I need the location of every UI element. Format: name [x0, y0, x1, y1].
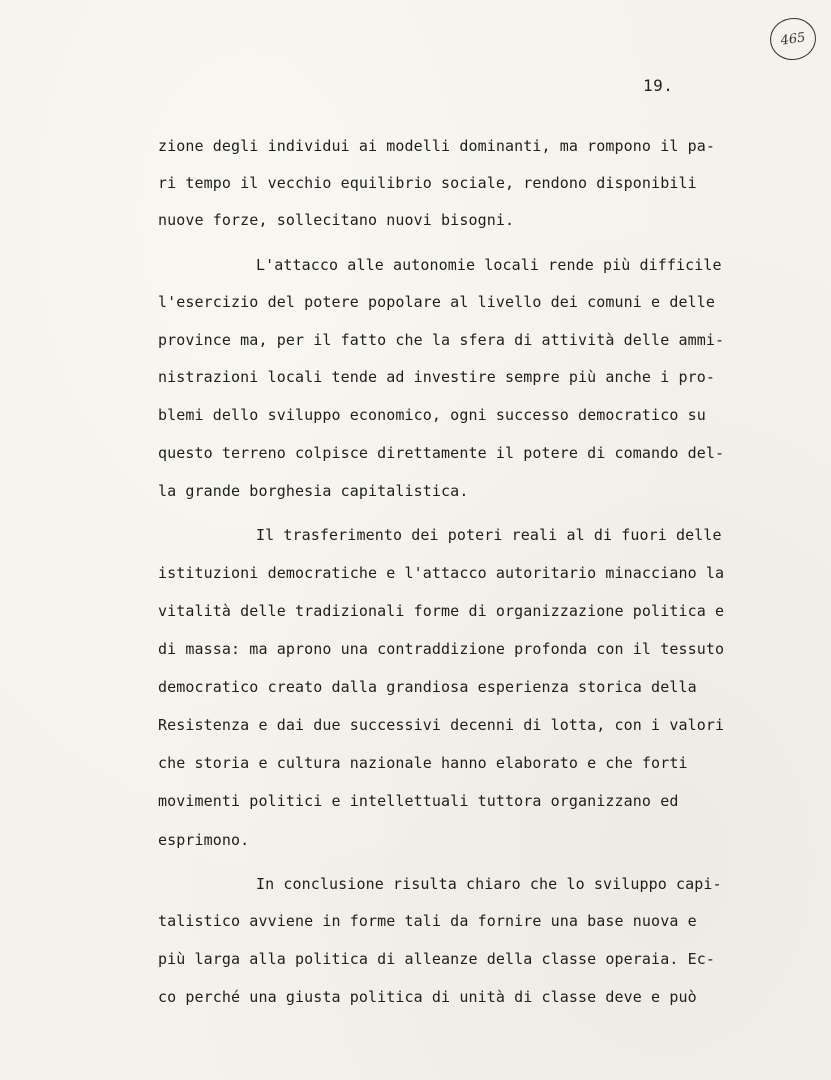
text-line: talistico avviene in forme tali da fornire una base nuova e — [158, 912, 697, 930]
text-line: province ma, per il fatto che la sfera di attività delle ammi- — [158, 331, 725, 349]
text-line: l'esercizio del potere popolare al livello dei comuni e delle — [158, 293, 715, 311]
paragraph-start-line: Il trasferimento dei poteri reali al di fuori delle — [256, 526, 722, 544]
text-line: che storia e cultura nazionale hanno elaborato e che forti — [158, 754, 688, 772]
text-line: blemi dello sviluppo economico, ogni successo democratico su — [158, 406, 706, 424]
text-line: zione degli individui ai modelli dominanti, ma rompono il pa- — [158, 137, 715, 155]
text-line: di massa: ma aprono una contraddizione profonda con il tessuto — [158, 640, 725, 658]
text-line: questo terreno colpisce direttamente il potere di comando del- — [158, 444, 725, 462]
archive-stamp — [767, 15, 818, 63]
text-line: esprimono. — [158, 831, 250, 849]
text-line: nuove forze, sollecitano nuovi bisogni. — [158, 211, 515, 229]
text-line: ri tempo il vecchio equilibrio sociale, rendono disponibili — [158, 174, 697, 192]
page-number: 19. — [643, 76, 674, 95]
text-line: movimenti politici e intellettuali tuttora organizzano ed — [158, 792, 679, 810]
archive-stamp-label: 465 — [779, 29, 807, 49]
text-line: Resistenza e dai due successivi decenni di lotta, con i valori — [158, 716, 725, 734]
text-line: co perché una giusta politica di unità di classe deve e può — [158, 988, 697, 1006]
text-line: nistrazioni locali tende ad investire sempre più anche i pro- — [158, 368, 715, 386]
paragraph-start-line: In conclusione risulta chiaro che lo sviluppo capi- — [256, 875, 722, 893]
text-line: la grande borghesia capitalistica. — [158, 482, 469, 500]
text-line: vitalità delle tradizionali forme di organizzazione politica e — [158, 602, 725, 620]
text-line: più larga alla politica di alleanze della classe operaia. Ec- — [158, 950, 715, 968]
text-line: democratico creato dalla grandiosa esperienza storica della — [158, 678, 697, 696]
paragraph-start-line: L'attacco alle autonomie locali rende più difficile — [256, 256, 722, 274]
text-line: istituzioni democratiche e l'attacco autoritario minacciano la — [158, 564, 725, 582]
